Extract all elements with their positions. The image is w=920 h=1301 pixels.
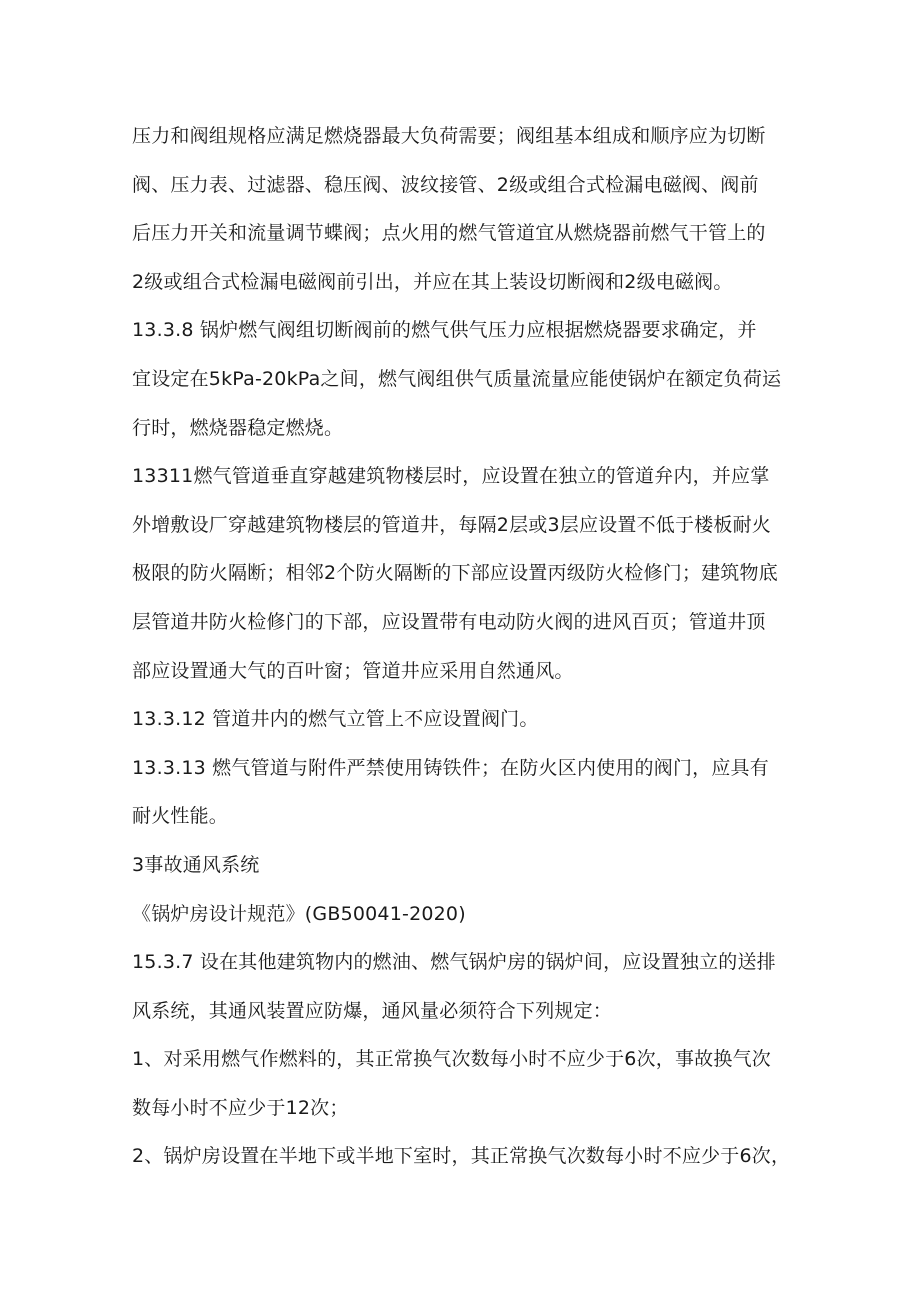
text-line: 极限的防火隔断；相邻2个防火隔断的下部应设置丙级防火检修门；建筑物底 [132,562,778,585]
text-line: 后压力开关和流量调节蝶阀；点火用的燃气管道宜从燃烧器前燃气干管上的 [132,222,766,245]
text-line: 13.3.8 锅炉燃气阀组切断阀前的燃气供气压力应根据燃烧器要求确定，并 [132,319,757,342]
text-line: 2级或组合式检漏电磁阀前引出，并应在其上装设切断阀和2级电磁阀。 [132,270,733,293]
text-line: 耐火性能。 [132,805,229,828]
text-line: 外增敷设厂穿越建筑物楼层的管道井，每隔2层或3层应设置不低于楼板耐火 [132,513,771,536]
list-item-2 [132,1132,792,1181]
section-heading [132,841,792,890]
paragraph-13-3-8 [132,306,792,452]
standard-citation [132,890,792,939]
document-body [132,112,792,1181]
text-line: 层管道井防火检修门的下部，应设置带有电动防火阀的进风百页；管道井顶 [132,610,766,633]
text-line: 风系统，其通风装置应防爆，通风量必须符合下列规定： [132,999,613,1022]
text-line: 1、对采用燃气作燃料的，其正常换气次数每小时不应少于6次，事故换气次 [132,1048,771,1071]
paragraph-15-3-7 [132,938,792,1035]
paragraph-valve-group [132,112,792,306]
text-line: 13.3.13 燃气管道与附件严禁使用铸铁件；在防火区内使用的阀门，应具有 [132,756,769,779]
paragraph-13-3-11 [132,452,792,695]
heading-line: 3事故通风系统 [132,853,260,876]
text-line: 行时，燃烧器稳定燃烧。 [132,416,344,439]
text-line: 13311燃气管道垂直穿越建筑物楼层时，应设置在独立的管道弁内，并应掌 [132,465,770,488]
text-line: 数每小时不应少于12次； [132,1096,349,1119]
paragraph-13-3-13 [132,744,792,841]
text-line: 宜设定在5kPa-20kPa之间，燃气阀组供气质量流量应能使锅炉在额定负荷运 [132,367,782,390]
citation-line: 《锅炉房设计规范》(GB50041-2020) [132,902,466,925]
list-item-1 [132,1035,792,1132]
text-line: 15.3.7 设在其他建筑物内的燃油、燃气锅炉房的锅炉间，应设置独立的送排 [132,951,776,974]
text-line: 2、锅炉房设置在半地下或半地下室时，其正常换气次数每小时不应少于6次， [132,1145,791,1168]
text-line: 压力和阀组规格应满足燃烧器最大负荷需要；阀组基本组成和顺序应为切断 [132,125,766,147]
paragraph-13-3-12 [132,695,792,744]
text-line: 阀、压力表、过滤器、稳压阀、波纹接管、2级或组合式检漏电磁阀、阀前 [132,173,759,196]
text-line: 13.3.12 管道井内的燃气立管上不应设置阀门。 [132,708,539,731]
text-line: 部应设置通大气的百叶窗；管道井应采用自然通风。 [132,659,574,682]
